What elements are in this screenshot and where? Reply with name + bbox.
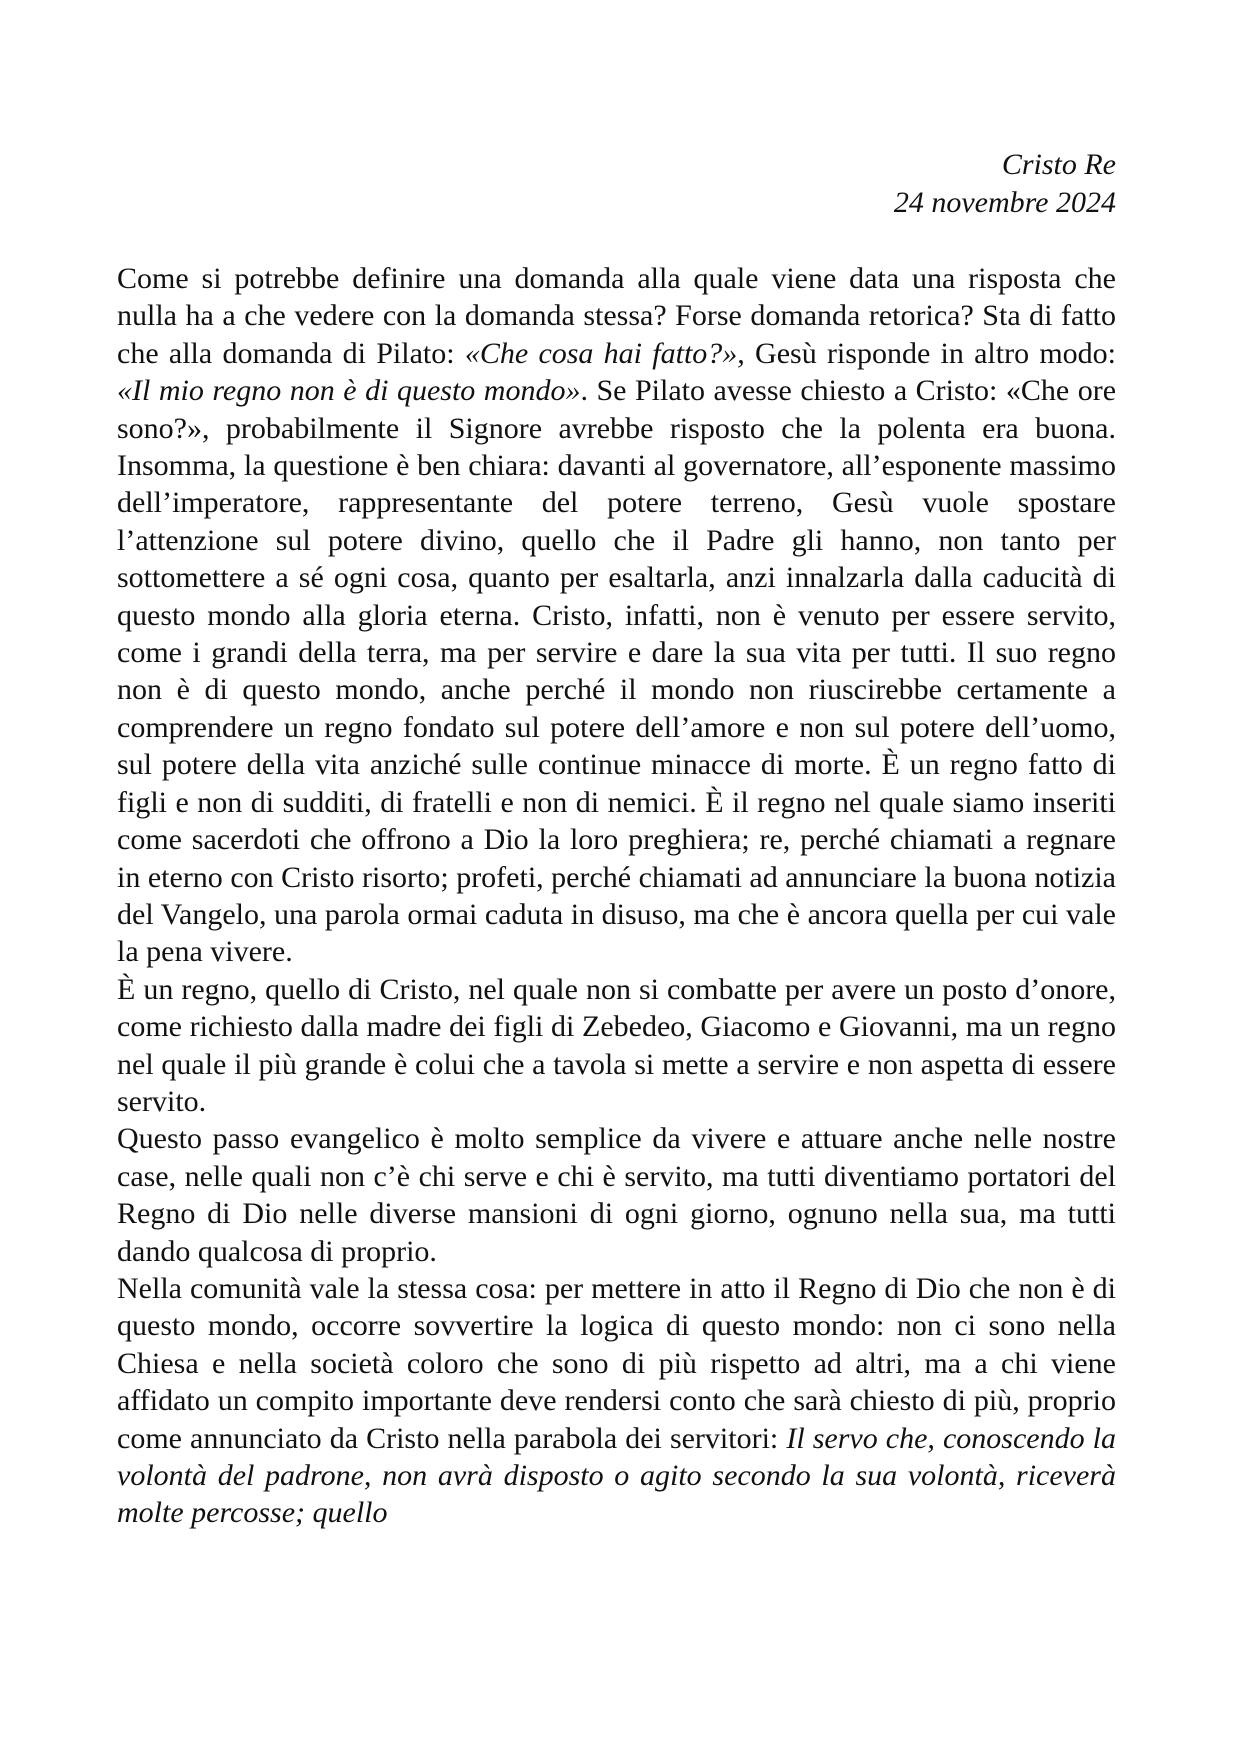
paragraph-2: È un regno, quello di Cristo, nel quale non si combatte per avere un posto d’onore, come richiesto dalla madre dei figli di Zebedeo, Giacomo e Giovanni, ma un regno nel quale il più grande è colui che a tavola si mette a servire e non aspetta di essere servito. <box>117 972 1116 1118</box>
document-body <box>117 260 1116 1532</box>
document-date: 24 novembre 2024 <box>893 186 1116 219</box>
parable-quote: Il servo che, conoscendo la volontà del padrone, non avrà disposto o agito secondo la sua volontà, riceverà molte percosse; quello <box>117 1421 1116 1530</box>
document-title: Cristo Re <box>1001 148 1116 181</box>
paragraph-4-text-a: Nella comunità vale la stessa cosa: per mettere in atto il Regno di Dio che non è di questo mondo, occorre sovvertire la logica di questo mondo: non ci sono nella Chiesa e nella società coloro che sono di più rispetto ad altri, ma a chi viene affidato un compito importante deve rendersi conto che sarà chiesto di più, proprio come annunciato da Cristo nella parabola dei servitori: <box>117 1271 1116 1455</box>
paragraph-1 <box>117 260 1116 971</box>
paragraph-1-text-b: Gesù risponde in altro modo: <box>744 336 1117 370</box>
document-header <box>894 146 1116 222</box>
paragraph-4 <box>117 1270 1116 1532</box>
paragraph-1-text-c: . Se Pilato avesse chiesto a Cristo: «Che ore sono?», probabilmente il Signore avrebbe risposto che la polenta era buona. Insomma, la questione è ben chiara: davanti al governatore, all’esponente massimo dell’imperatore, rappresentante del potere terreno, Gesù vuole spostare l’attenzione sul potere divino, quello che il Padre gli hanno, non tanto per sottomettere a sé ogni cosa, quanto per esaltarla, anzi innalzarla dalla caducità di questo mondo alla gloria eterna. Cristo, infatti, non è venuto per essere servito, come i grandi della terra, ma per servire e dare la sua vita per tutti. Il suo regno non è di questo mondo, anche perché il mondo non riuscirebbe certamente a comprendere un regno fondato sul potere dell’amore e non sul potere dell’uomo, sul potere della vita anziché sulle continue minacce di morte. È un regno fatto di figli e non di sudditi, di fratelli e non di nemici. È il regno nel quale siamo inseriti come sacerdoti che offrono a Dio la loro preghiera; re, perché chiamati a regnare in eterno con Cristo risorto; profeti, perché chiamati ad annunciare la buona notizia del Vangelo, una parola ormai caduta in disuso, ma che è ancora quella per cui vale la pena vivere. <box>117 374 1117 969</box>
pilate-question-quote: «Che cosa hai fatto?», <box>464 336 745 370</box>
paragraph-1-text-a: Come si potrebbe definire una domanda alla quale viene data una risposta che nulla ha a che vedere con la domanda stessa? Forse domanda retorica? Sta di fatto che alla domanda di Pilato: <box>117 262 1116 370</box>
jesus-answer-quote: «Il mio regno non è di questo mondo» <box>117 374 581 408</box>
paragraph-3: Questo passo evangelico è molto semplice da vivere e attuare anche nelle nostre case, nelle quali non c’è chi serve e chi è servito, ma tutti diventiamo portatori del Regno di Dio nelle diverse mansioni di ogni giorno, ognuno nella sua, ma tutti dando qualcosa di proprio. <box>117 1122 1116 1268</box>
